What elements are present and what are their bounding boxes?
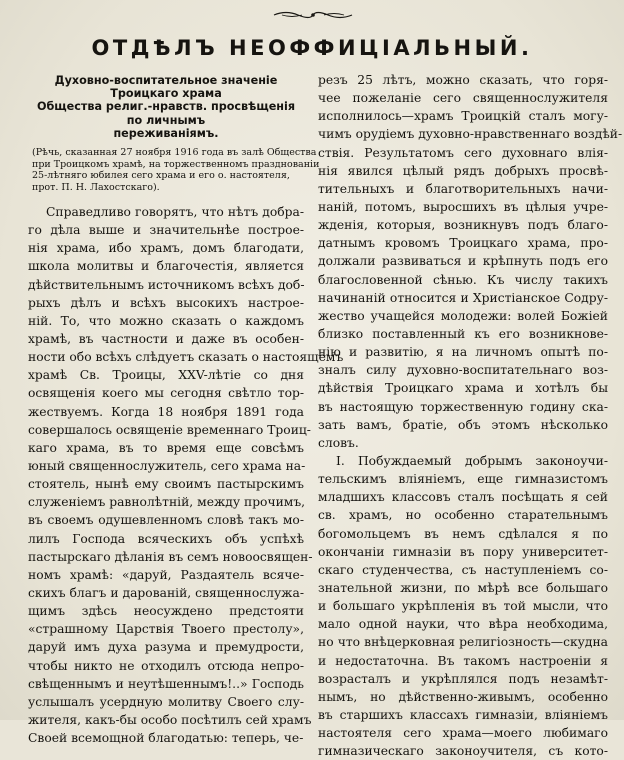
text-line: храмѣ Св. Троицы, XXV-лѣтіе со дня [28, 368, 304, 383]
section-title: ОТДѢЛЪ НЕОФФИЦІАЛЬНЫЙ. [91, 36, 533, 60]
article-title-line: Духовно-воспитательное значеніе Троицкаго храма [54, 74, 278, 101]
text-line: въ своемъ одушевленномъ словѣ такъ мо- [28, 513, 304, 528]
text-line: скихъ благъ и дарованій, священнослужа- [28, 585, 304, 600]
text-line: тельскимъ вліяніемъ, еще гимназистомъ [318, 472, 608, 487]
article-title [28, 74, 304, 140]
text-line: резъ 25 лѣтъ, можно сказать, что горя- [318, 73, 608, 87]
text-line: свѣщеннымъ и неутѣшеннымъ!..» Господь [28, 676, 304, 691]
text-line: зналъ силу духовно-воспитательнаго воз- [318, 363, 608, 378]
text-line: рыхъ дѣлъ и всѣхъ высокихъ настрое- [28, 295, 304, 310]
text-line: ствія. Результатомъ сего духовнаго влія- [318, 145, 608, 160]
text-line: и недостаточна. Въ такомъ настроеніи я [318, 653, 608, 668]
text-line: лилъ Господа всяческихъ объ успѣхѣ [28, 531, 304, 546]
text-line: даруй имъ духа разума и премудрости, [28, 640, 304, 655]
text-line: тительныхъ и благотворительныхъ начи- [318, 181, 608, 196]
text-line: окончаніи гимназіи въ пору университет- [318, 544, 608, 559]
text-line: храмѣ, въ частности и даже въ особен- [28, 332, 304, 346]
speech-note-line: (Рѣчь, сказанная 27 ноября 1916 года въ залѣ Общества [32, 147, 317, 159]
text-line: щимъ здѣсь неосуждено предстояти [28, 604, 304, 619]
text-line: настоятеля сего храма—моего любимаго [318, 726, 608, 741]
text-line: жителя, какъ-бы особо посѣтилъ сей храмъ [28, 712, 312, 727]
text-line: служеніемъ равнолѣтній, между прочимъ, [28, 495, 306, 510]
article-title-line: переживаніямъ. [113, 126, 219, 140]
text-line: начинаній относится и Христіанское Содру- [318, 290, 608, 305]
text-line: близко поставленный къ его возникнове- [318, 326, 608, 341]
right-column [318, 73, 623, 760]
text-line: Своей всемощной благодатью: теперь, че- [28, 731, 304, 746]
text-line: чее пожеланіе сего священнослужителя [318, 91, 608, 106]
text-line: скаго студенчества, съ наступленіемъ со- [318, 562, 608, 577]
text-line: номъ храмѣ: «даруй, Раздаятель всяче- [28, 567, 304, 582]
text-line: услышалъ усердную молитву Своего слу- [28, 694, 304, 709]
text-line: знательной жизни, по мѣрѣ все большаго [318, 580, 608, 595]
text-line: дѣйствительнымъ источникомъ всѣхъ доб- [28, 277, 305, 292]
speech-note-line: при Троицкомъ храмѣ, на торжественномъ празднованіи [32, 158, 320, 170]
text-line: и большаго укрѣпленія въ той мысли, что [318, 599, 608, 614]
text-line: чтобы никто не отходилъ отсюда непро- [28, 658, 304, 673]
text-line: нію и развитію, я на личномъ опытѣ по- [318, 345, 608, 360]
text-line: стоятель, нынѣ ему своимъ пастырскимъ [28, 477, 304, 492]
text-line: наній, потомъ, выросшихъ въ цѣлыя учре- [318, 199, 608, 214]
text-line: ности обо всѣхъ слѣдуетъ сказать о настоящемъ [28, 350, 344, 365]
text-line: исполнилось—храмъ Троицкій сталъ могу- [318, 109, 608, 124]
text-line: гимназическаго законоучителя, съ кото- [318, 744, 608, 759]
text-line: словъ. [318, 435, 359, 450]
text-line: ній. То, что можно сказать о каждомъ [28, 313, 304, 328]
text-line: мало одной науки, что вѣра необходима, [318, 617, 608, 632]
text-line: въ старшихъ классахъ гимназіи, вліяніемъ [318, 707, 608, 722]
text-line: «страшному Царствія Твоего престолу», [28, 622, 304, 637]
text-line: возрасталъ и укрѣплялся подъ незамѣт- [318, 671, 608, 686]
speech-note-line: 25-лѣтняго юбилея сего храма и его о. настоятеля, [32, 170, 290, 182]
text-line: нія явился цѣлый рядъ добрыхъ просвѣ- [318, 163, 608, 178]
text-line: датнымъ кровомъ Троицкаго храма, про- [318, 236, 608, 251]
article-title-line: Общества религ.-нравств. просвѣщенія по личнымъ [36, 100, 296, 127]
text-line: Справедливо говорятъ, что нѣтъ добра- [46, 205, 304, 220]
text-line: пастырскаго дѣланія въ семъ новоосвящен- [28, 549, 313, 564]
text-line: юный священнослужитель, сего храма на- [28, 458, 306, 473]
text-line: чимъ орудіемъ духовно-нравственнаго воздѣй- [318, 127, 623, 142]
text-line: нымъ, но дѣйственно-живымъ, особенно [318, 689, 608, 704]
text-line: каго храма, въ то время еще совсѣмъ [28, 440, 304, 455]
text-line: совершалось освященіе временнаго Троиц- [28, 422, 311, 437]
text-line: жденія, которыя, возникнувъ подъ благо- [318, 218, 608, 233]
text-line: го дѣла выше и значительнѣе построе- [28, 223, 304, 238]
right-column-text [318, 71, 623, 760]
speech-note-line: прот. П. Н. Лахостскаго). [32, 181, 160, 193]
text-line: богомольцемъ въ немъ сдѣлался я по [318, 526, 608, 541]
text-line: въ настоящую торжественную годину ска- [318, 399, 608, 414]
text-line: младшихъ классовъ сталъ посѣщать я сей [318, 490, 608, 505]
text-line: зать вамъ, братіе, объ этомъ нѣсколько [318, 417, 608, 432]
header-ornament-icon [272, 10, 354, 20]
text-line: школа молитвы и благочестія, является [28, 259, 304, 274]
text-line: должали развиваться и крѣпнуть подъ его [318, 254, 608, 269]
speech-note [28, 147, 320, 193]
text-line: I. Побуждаемый добрымъ законоучи- [336, 453, 608, 468]
text-line: нія храма, ибо храмъ, домъ благодати, [28, 241, 304, 256]
text-line: жество учащейся молодежи: волей Божіей [318, 308, 608, 323]
text-line: но что внѣцерковная религіозность—скудна [318, 635, 608, 650]
text-line: освященія коего мы сегодня свѣтло тор- [28, 386, 304, 401]
text-line: дѣйствія Троицкаго храма и хотѣлъ бы [318, 381, 608, 396]
text-line: благословенной сѣнью. Къ числу такихъ [318, 272, 608, 287]
text-line: жествуемъ. Когда 18 ноября 1891 года [28, 404, 304, 419]
text-line: св. храмъ, но особенно старательнымъ [318, 508, 608, 523]
